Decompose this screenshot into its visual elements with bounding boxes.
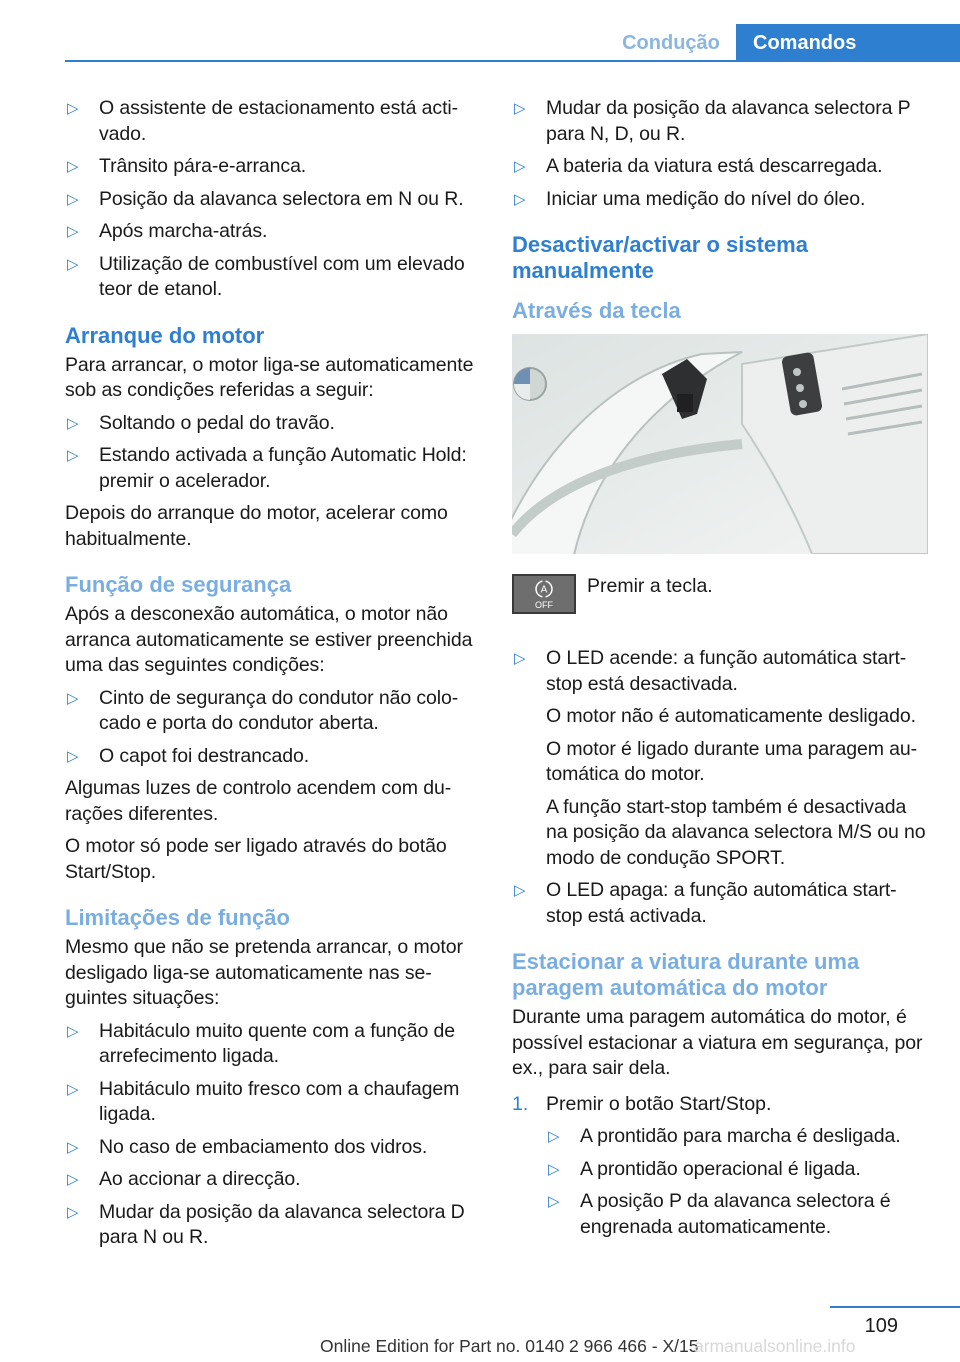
triangle-bullet-icon: ▷ — [67, 689, 79, 707]
heading-seguranca: Função de segurança — [65, 572, 292, 597]
triangle-bullet-icon: ▷ — [67, 414, 79, 432]
key-icon-off-label: OFF — [535, 600, 553, 610]
page-number: 109 — [864, 1315, 898, 1337]
watermark: armanualsonline.info — [694, 1336, 856, 1356]
triangle-bullet-icon: ▷ — [514, 650, 526, 667]
more-conditions-list — [512, 96, 932, 212]
list-item: ▷ Cinto de segurança do condutor não colocado e porta do condutor aberta. — [67, 686, 459, 734]
right-column — [512, 96, 932, 1247]
safety-list — [65, 686, 477, 770]
list-item: ▷ A posição P da alavanca selectora é engrenada automaticamente. — [548, 1190, 891, 1238]
paragraph: Depois do arranque do motor, acelerar como habitualmente. — [65, 502, 448, 550]
step-item: 1. Premir o botão Start/Stop. ▷ A prontidão para marcha é desligada. ▷ A prontidão operacional é ligada. ▷ A posição P da alavanca selectora é engrenada automaticamente. — [512, 1092, 932, 1241]
triangle-bullet-icon: ▷ — [67, 158, 79, 175]
triangle-bullet-icon: ▷ — [67, 1080, 79, 1098]
list-item: ▷ Utilização de combustível com um elevado teor de etanol. — [67, 252, 465, 300]
conditions-list — [65, 96, 477, 303]
triangle-bullet-icon: ▷ — [514, 158, 526, 175]
triangle-bullet-icon: ▷ — [67, 747, 79, 765]
list-item: ▷ O LED apaga: a função automática start-stop está activada. — [514, 879, 897, 927]
list-item: ▷ Habitáculo muito quente com a função de arrefecimento ligada. — [67, 1019, 455, 1067]
triangle-bullet-icon: ▷ — [67, 190, 79, 208]
triangle-bullet-icon: ▷ — [67, 223, 79, 240]
dashboard-photo — [512, 334, 928, 554]
triangle-bullet-icon: ▷ — [67, 100, 79, 117]
triangle-bullet-icon: ▷ — [514, 100, 526, 117]
edition-note: Online Edition for Part no. 0140 2 966 466 - X/15 — [320, 1336, 699, 1356]
paragraph: O motor só pode ser ligado através do botão Start/Stop. — [65, 835, 447, 883]
triangle-bullet-icon: ▷ — [514, 190, 526, 208]
heading-tecla: Através da tecla — [512, 298, 681, 323]
dashboard-illustration — [512, 334, 928, 554]
triangle-bullet-icon: ▷ — [548, 1193, 560, 1210]
triangle-bullet-icon: ▷ — [548, 1128, 560, 1145]
heading-arranque: Arranque do motor — [65, 322, 265, 348]
list-item: ▷ Soltando o pedal do travão. — [65, 411, 477, 437]
list-item: ▷ Habitáculo muito fresco com a chaufagem ligada. — [67, 1077, 460, 1125]
list-item: ▷ A prontidão para marcha é desligada. — [546, 1124, 932, 1150]
triangle-bullet-icon: ▷ — [67, 1203, 79, 1221]
step-number: 1. — [512, 1092, 529, 1115]
list-item: ▷ Ao accionar a direcção. — [65, 1167, 477, 1193]
steps-list — [512, 1092, 932, 1241]
list-item: ▷ No caso de embaciamento dos vidros. — [65, 1135, 477, 1161]
paragraph: Após a desconexão automática, o motor não arranca automaticamente se estiver preenchida uma das seguintes condições: — [65, 603, 473, 676]
paragraph: Para arrancar, o motor liga-se automaticamente sob as condições referidas a seguir: — [65, 353, 474, 401]
start-conditions-list — [65, 411, 477, 495]
triangle-bullet-icon: ▷ — [67, 255, 79, 273]
limitations-list — [65, 1019, 477, 1251]
paragraph: Mesmo que não se pretenda arrancar, o motor desligado liga-se automaticamente nas seguintes situações: — [65, 936, 463, 1009]
list-item: ▷ Trânsito pára-e-arranca. — [65, 154, 477, 180]
heading-estacionar: Estacionar a viatura durante uma paragem automática do motor — [512, 949, 860, 1000]
chapter-tab: Comandos — [736, 24, 960, 62]
triangle-bullet-icon: ▷ — [67, 1022, 79, 1040]
led-list — [512, 646, 932, 929]
list-item: ▷ Mudar da posição da alavanca selectora D para N ou R. — [67, 1200, 465, 1248]
key-instruction — [512, 574, 932, 634]
triangle-bullet-icon: ▷ — [548, 1160, 560, 1178]
list-item: ▷ Estando activada a função Automatic Hold: premir o acelerador. — [67, 444, 467, 492]
list-item: ▷ O capot foi destrancado. — [65, 744, 477, 770]
step-sub-list — [546, 1124, 932, 1240]
left-column — [65, 96, 477, 1258]
list-item: ▷ Posição da alavanca selectora em N ou R. — [65, 187, 477, 213]
footer-rule — [830, 1306, 960, 1308]
list-item: ▷ A prontidão operacional é ligada. — [546, 1157, 932, 1183]
heading-desactivar: Desactivar/activar o sistema manualmente — [512, 232, 808, 283]
triangle-bullet-icon: ▷ — [67, 1138, 79, 1156]
list-item: ▷ O LED acende: a função automática start-stop está desactivada. O motor não é automaticamente desligado. O motor é ligado durante uma paragem automática do motor. A função start-stop também é desactivada na posição da alavanca selectora M/S ou no modo de condução SPORT. — [514, 647, 926, 869]
triangle-bullet-icon: ▷ — [67, 447, 79, 464]
section-tab: Condução — [622, 32, 720, 54]
key-icon-letter: A — [540, 584, 548, 596]
auto-start-stop-key-icon — [512, 574, 576, 614]
list-item: ▷ O assistente de estacionamento está activado. — [67, 97, 459, 145]
list-item: ▷ Após marcha-atrás. — [65, 219, 477, 245]
list-item: ▷ Iniciar uma medição do nível do óleo. — [512, 187, 932, 213]
key-label: Premir a tecla. — [587, 575, 713, 597]
triangle-bullet-icon: ▷ — [514, 882, 526, 899]
paragraph: Algumas luzes de controlo acendem com durações diferentes. — [65, 777, 452, 825]
list-item: ▷ Mudar da posição da alavanca selectora P para N, D, ou R. — [514, 97, 911, 145]
paragraph: Durante uma paragem automática do motor, é possível estacionar a viatura em segurança, por ex., para sair dela. — [512, 1006, 923, 1079]
triangle-bullet-icon: ▷ — [67, 1171, 79, 1188]
heading-limitacoes: Limitações de função — [65, 905, 290, 930]
list-item: ▷ A bateria da viatura está descarregada. — [512, 154, 932, 180]
header-rule — [65, 60, 960, 62]
